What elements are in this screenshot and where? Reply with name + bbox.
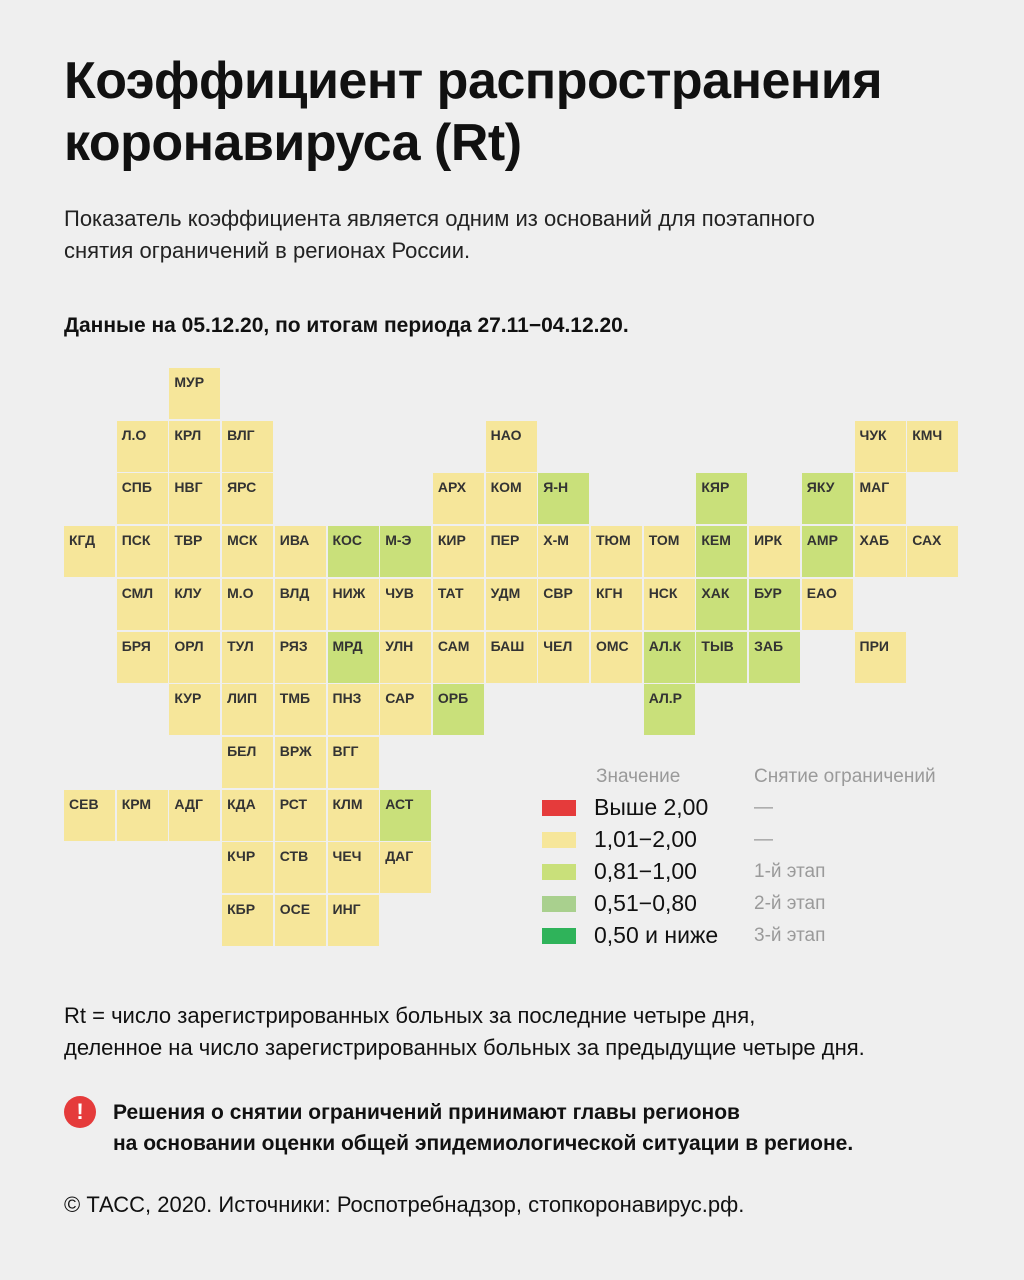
region-tile: М.О <box>222 579 273 630</box>
region-tile: САХ <box>907 526 958 577</box>
region-tile: АДГ <box>169 790 220 841</box>
region-tile: КДА <box>222 790 273 841</box>
title-line-2: коронавируса (Rt) <box>64 114 522 172</box>
region-tile: ВРЖ <box>275 737 326 788</box>
legend-stage: 2-й этап <box>754 893 826 914</box>
region-tile: ОМС <box>591 632 642 683</box>
warning-line-1: Решения о снятии ограничений принимают главы регионов <box>113 1101 740 1124</box>
warning-note <box>113 1097 993 1159</box>
region-tile: МУР <box>169 368 220 419</box>
subtitle-line-2: снятия ограничений в регионах России. <box>64 238 471 263</box>
legend-swatch <box>542 896 576 912</box>
region-tile: ОРБ <box>433 684 484 735</box>
region-tile: ПЕР <box>486 526 537 577</box>
region-tile: КМЧ <box>907 421 958 472</box>
region-tile: МАГ <box>855 473 906 524</box>
region-tile: САМ <box>433 632 484 683</box>
subtitle <box>64 203 984 267</box>
region-tile: ЕАО <box>802 579 853 630</box>
region-tile: ЧЕЛ <box>538 632 589 683</box>
legend-label: 0,51−0,80 <box>594 890 697 916</box>
region-tile: ЧУК <box>855 421 906 472</box>
region-tile: ТОМ <box>644 526 695 577</box>
rt-formula <box>64 1000 1004 1064</box>
region-tile: ДАГ <box>380 842 431 893</box>
region-tile: ПНЗ <box>328 684 379 735</box>
legend-row <box>542 856 982 888</box>
region-tile: БЕЛ <box>222 737 273 788</box>
region-tile: ВЛГ <box>222 421 273 472</box>
region-tile: ТМБ <box>275 684 326 735</box>
region-tile: ЗАБ <box>749 632 800 683</box>
exclamation-icon: ! <box>64 1096 96 1128</box>
region-tile: ЛИП <box>222 684 273 735</box>
region-tile: Я-Н <box>538 473 589 524</box>
region-tile: Х-М <box>538 526 589 577</box>
source-footer: © ТАСС, 2020. Источники: Роспотребнадзор, стопкоронавирус.рф. <box>64 1192 745 1217</box>
region-tile: Л.О <box>117 421 168 472</box>
region-tile: НСК <box>644 579 695 630</box>
formula-line-1: Rt = число зарегистрированных больных за последние четыре дня, <box>64 1003 756 1028</box>
region-tile: ТЫВ <box>696 632 747 683</box>
legend-label: Выше 2,00 <box>594 794 709 820</box>
title-line-1: Коэффициент распространения <box>64 52 883 110</box>
region-tile: БРЯ <box>117 632 168 683</box>
region-tile: НАО <box>486 421 537 472</box>
region-tile: МСК <box>222 526 273 577</box>
region-tile: ИРК <box>749 526 800 577</box>
legend-swatch <box>542 864 576 880</box>
region-tile: АЛ.К <box>644 632 695 683</box>
region-tile: КРЛ <box>169 421 220 472</box>
region-tile: ТВР <box>169 526 220 577</box>
legend-stage-header: Снятие ограничений <box>754 766 936 787</box>
legend-stage: — <box>754 829 773 850</box>
region-tile: БУР <box>749 579 800 630</box>
legend-swatch <box>542 928 576 944</box>
region-tile: КБР <box>222 895 273 946</box>
date-label: Данные на 05.12.20, по итогам периода 27.11−04.12.20. <box>64 314 629 337</box>
region-tile: КОС <box>328 526 379 577</box>
region-tile: ПСК <box>117 526 168 577</box>
warning-line-2: на основании оценки общей эпидемиологической ситуации в регионе. <box>113 1132 854 1155</box>
region-tile: КЧР <box>222 842 273 893</box>
region-tile: ВГГ <box>328 737 379 788</box>
region-tile: СТВ <box>275 842 326 893</box>
region-tile: КЯР <box>696 473 747 524</box>
legend-swatch <box>542 800 576 816</box>
region-tile: ВЛД <box>275 579 326 630</box>
region-tile: ОСЕ <box>275 895 326 946</box>
legend-stage: 3-й этап <box>754 925 826 946</box>
region-tile: РСТ <box>275 790 326 841</box>
legend-label: 0,81−1,00 <box>594 858 697 884</box>
region-tile: КИР <box>433 526 484 577</box>
region-tile: КГД <box>64 526 115 577</box>
region-tile: УЛН <box>380 632 431 683</box>
page-title <box>64 50 964 174</box>
legend-value-header: Значение <box>596 766 681 787</box>
legend-row <box>542 824 982 856</box>
region-tile: КОМ <box>486 473 537 524</box>
legend-swatch <box>542 832 576 848</box>
region-tile: УДМ <box>486 579 537 630</box>
region-tile: ЯКУ <box>802 473 853 524</box>
legend-row <box>542 792 982 824</box>
region-tile: СЕВ <box>64 790 115 841</box>
region-tile: ИНГ <box>328 895 379 946</box>
region-tile: КЛМ <box>328 790 379 841</box>
region-tile: СВР <box>538 579 589 630</box>
region-tile: ПРИ <box>855 632 906 683</box>
region-tile: ХАБ <box>855 526 906 577</box>
region-tile: ЧУВ <box>380 579 431 630</box>
region-tile: ЯРС <box>222 473 273 524</box>
formula-line-2: деленное на число зарегистрированных больных за предыдущие четыре дня. <box>64 1035 865 1060</box>
region-tile: САР <box>380 684 431 735</box>
region-tile: СПБ <box>117 473 168 524</box>
region-tile: ТАТ <box>433 579 484 630</box>
region-tile: КЛУ <box>169 579 220 630</box>
legend-row <box>542 888 982 920</box>
region-tile: М-Э <box>380 526 431 577</box>
region-tile: НИЖ <box>328 579 379 630</box>
legend-stage: — <box>754 797 773 818</box>
region-tile: ТУЛ <box>222 632 273 683</box>
region-tile: ХАК <box>696 579 747 630</box>
region-tile: ЧЕЧ <box>328 842 379 893</box>
region-tile: СМЛ <box>117 579 168 630</box>
region-tile: КЕМ <box>696 526 747 577</box>
region-tile: РЯЗ <box>275 632 326 683</box>
region-tile: БАШ <box>486 632 537 683</box>
legend-stage: 1-й этап <box>754 861 826 882</box>
region-tile: АСТ <box>380 790 431 841</box>
region-tile: МРД <box>328 632 379 683</box>
region-tile: АРХ <box>433 473 484 524</box>
legend-label: 1,01−2,00 <box>594 826 697 852</box>
region-tile: ИВА <box>275 526 326 577</box>
region-tile: КРМ <box>117 790 168 841</box>
region-tile: ТЮМ <box>591 526 642 577</box>
subtitle-line-1: Показатель коэффициента является одним из оснований для поэтапного <box>64 206 815 231</box>
region-tile: КГН <box>591 579 642 630</box>
region-tile: АМР <box>802 526 853 577</box>
region-tile: ОРЛ <box>169 632 220 683</box>
region-tile: КУР <box>169 684 220 735</box>
region-tile: НВГ <box>169 473 220 524</box>
region-tile: АЛ.Р <box>644 684 695 735</box>
legend-label: 0,50 и ниже <box>594 922 719 948</box>
legend-row <box>542 920 982 952</box>
